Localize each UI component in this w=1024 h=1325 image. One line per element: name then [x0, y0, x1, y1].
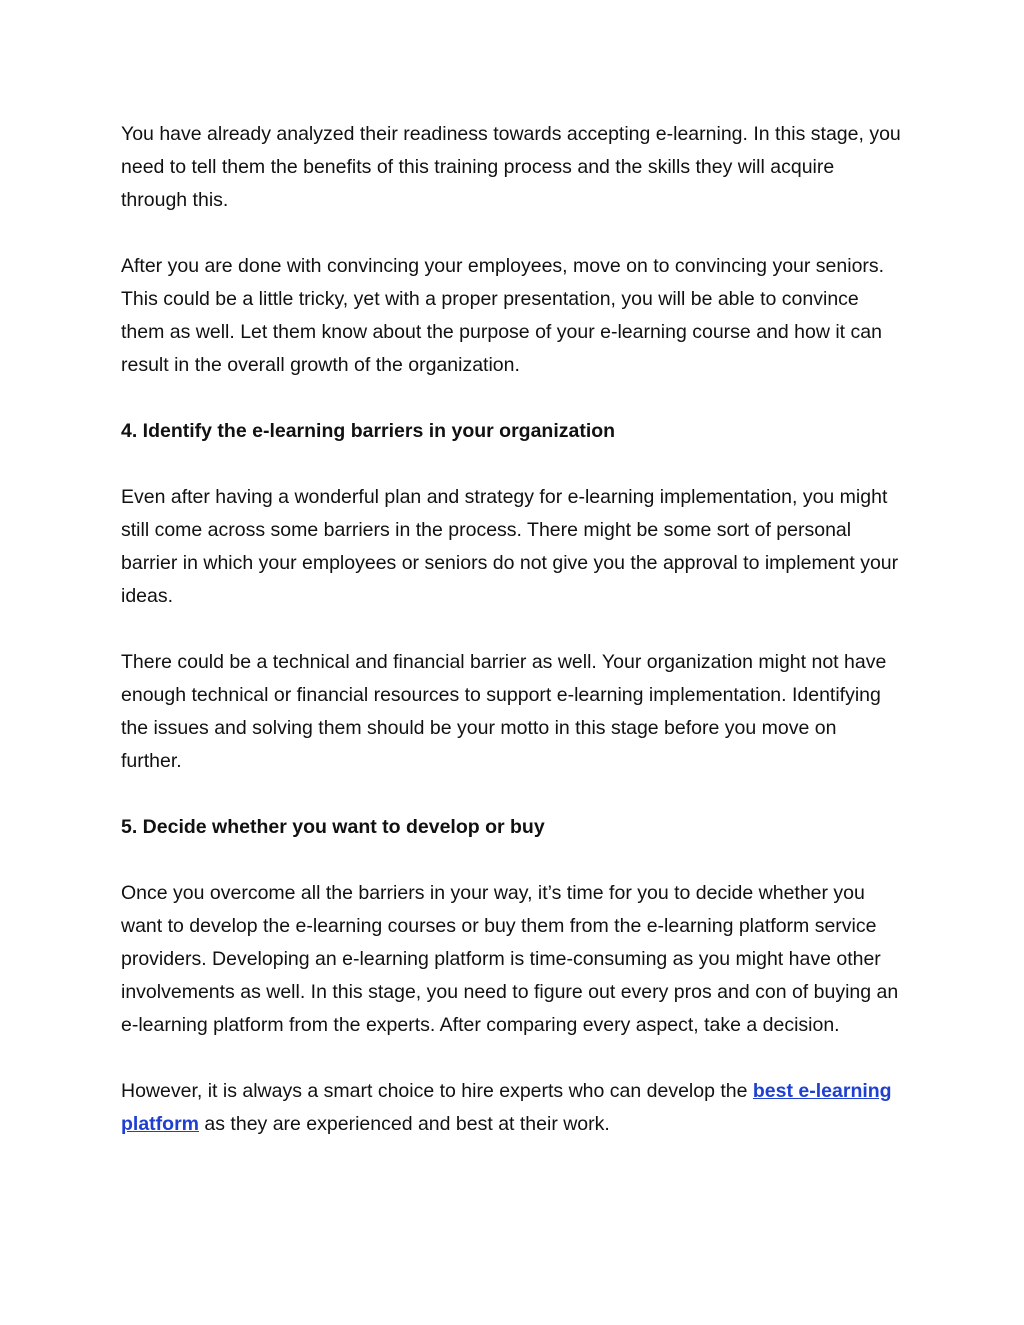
- paragraph-hire-experts-start: However, it is always a smart choice to hire experts who can develop the: [121, 1080, 753, 1102]
- heading-develop-or-buy: 5. Decide whether you want to develop or buy: [121, 816, 545, 838]
- paragraph-hire-experts: [121, 1075, 901, 1141]
- paragraph-personal-barrier: Even after having a wonderful plan and strategy for e-learning implementation, you might still come across some barriers in the process. There might be some sort of personal barrier in which your employees or seniors do not give you the approval to implement your ideas.: [121, 486, 899, 607]
- paragraph-readiness: You have already analyzed their readiness towards accepting e-learning. In this stage, you need to tell them the benefits of this training process and the skills they will acquire through this.: [121, 123, 901, 211]
- paragraph-convince-seniors: After you are done with convincing your employees, move on to convincing your seniors. This could be a little tricky, yet with a proper presentation, you will be able to convince them as well. Let them know about the purpose of your e-learning course and how it can result in the overall growth of the organization.: [121, 255, 885, 376]
- paragraph-technical-barrier: There could be a technical and financial barrier as well. Your organization might not have enough technical or financial resources to support e-learning implementation. Identifying the issues and solving them should be your motto in this stage before you move on further.: [121, 651, 887, 772]
- best-elearning-platform-link[interactable]: best e-learning platform: [121, 1080, 892, 1135]
- heading-identify-barriers: 4. Identify the e-learning barriers in your organization: [121, 420, 616, 442]
- document-page: [121, 118, 901, 1174]
- paragraph-hire-experts-end: as they are experienced and best at their work.: [199, 1113, 610, 1135]
- paragraph-overcome-barriers: Once you overcome all the barriers in your way, it’s time for you to decide whether you want to develop the e-learning courses or buy them from the e-learning platform service providers. Developing an e-learning platform is time-consuming as you might have other involvements as well. In this stage, you need to figure out every pros and con of buying an e-learning platform from the experts. After comparing every aspect, take a decision.: [121, 882, 899, 1036]
